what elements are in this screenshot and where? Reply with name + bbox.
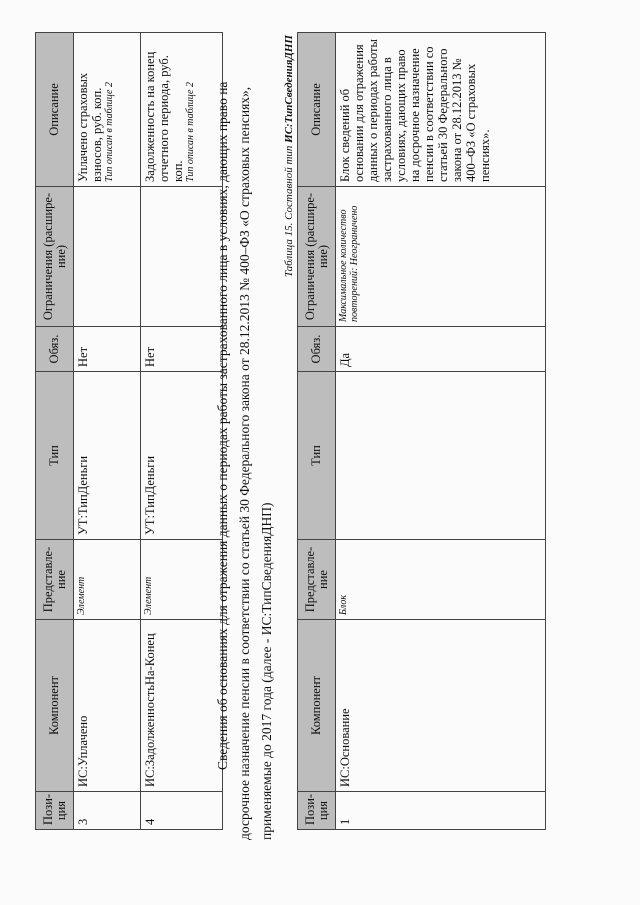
header-required: Обяз.: [298, 327, 336, 372]
header-restrictions: Ограничения (расшире-ние): [298, 187, 336, 327]
cell-position: 3: [74, 792, 141, 830]
header-required: Обяз.: [36, 327, 74, 372]
cell-description: Блок сведений об основании для отражения данных о периодах работы застрахованного лица в условиях, дающих право на досрочное назначение пенсии в соответствии со статьей 30 Федерального закона от 28.12.2013 № 400–ФЗ «О страховых пенсиях».: [336, 33, 546, 187]
header-representation: Представле-ние: [36, 540, 74, 620]
caption-type-name: ИС:ТипСведенияДНП: [283, 35, 295, 143]
table-row: [74, 33, 141, 830]
header-type: Тип: [36, 372, 74, 540]
header-position: Пози-ция: [298, 792, 336, 830]
table-dnp-info: [297, 32, 546, 830]
table-header-row: [298, 33, 336, 830]
cell-required: Нет: [74, 327, 141, 372]
header-type: Тип: [298, 372, 336, 540]
cell-type: [336, 372, 546, 540]
cell-type: УТ:ТипДеньги: [141, 372, 223, 540]
cell-required: Нет: [141, 327, 223, 372]
header-description: Описание: [36, 33, 74, 187]
table-insurance-payments: [35, 32, 223, 830]
table-row: [336, 33, 546, 830]
cell-representation: Элемент: [74, 540, 141, 620]
cell-restrictions: [74, 187, 141, 327]
cell-type: УТ:ТипДеньги: [74, 372, 141, 540]
header-description: Описание: [298, 33, 336, 187]
cell-restrictions: Максимальное количество повторений: Неограничено: [336, 187, 546, 327]
description-text: Задолженность на конец отчетного периода, руб. коп.: [143, 51, 185, 182]
cell-description: [74, 33, 141, 187]
table-caption: [283, 35, 295, 277]
table-header-row: [36, 33, 74, 830]
header-component: Компонент: [298, 620, 336, 792]
cell-component: ИС:Уплачено: [74, 620, 141, 792]
type-note: Тип описан в таблице 2: [185, 82, 196, 182]
header-restrictions: Ограничения (расшире-ние): [36, 187, 74, 327]
cell-description: [141, 33, 223, 187]
cell-position: 4: [141, 792, 223, 830]
cell-representation: Элемент: [141, 540, 223, 620]
cell-representation: Блок: [336, 540, 546, 620]
cell-restrictions: [141, 187, 223, 327]
description-text: Уплачено страховых взносов, руб. коп.: [76, 72, 104, 182]
type-note: Тип описан в таблице 2: [104, 82, 115, 182]
cell-component: ИС:ЗадолженностьНа-Конец: [141, 620, 223, 792]
caption-prefix: Таблица 15. Составной тип: [283, 145, 295, 278]
section-paragraph: Сведения об основаниях для отражения данных о периодах работы застрахованного лица в условиях, дающих право на досрочное назначение пенсии в соответствии со статьей 30 Федерального закона от 28.12.2013 № 400–ФЗ «О страховых пенсиях», применяемые до 2017 года (далее - ИС:ТипСведенияДНП): [215, 81, 274, 840]
header-position: Пози-ция: [36, 792, 74, 830]
cell-component: ИС:Основание: [336, 620, 546, 792]
header-representation: Представле-ние: [298, 540, 336, 620]
cell-required: Да: [336, 327, 546, 372]
table-row: [141, 33, 223, 830]
cell-position: 1: [336, 792, 546, 830]
header-component: Компонент: [36, 620, 74, 792]
